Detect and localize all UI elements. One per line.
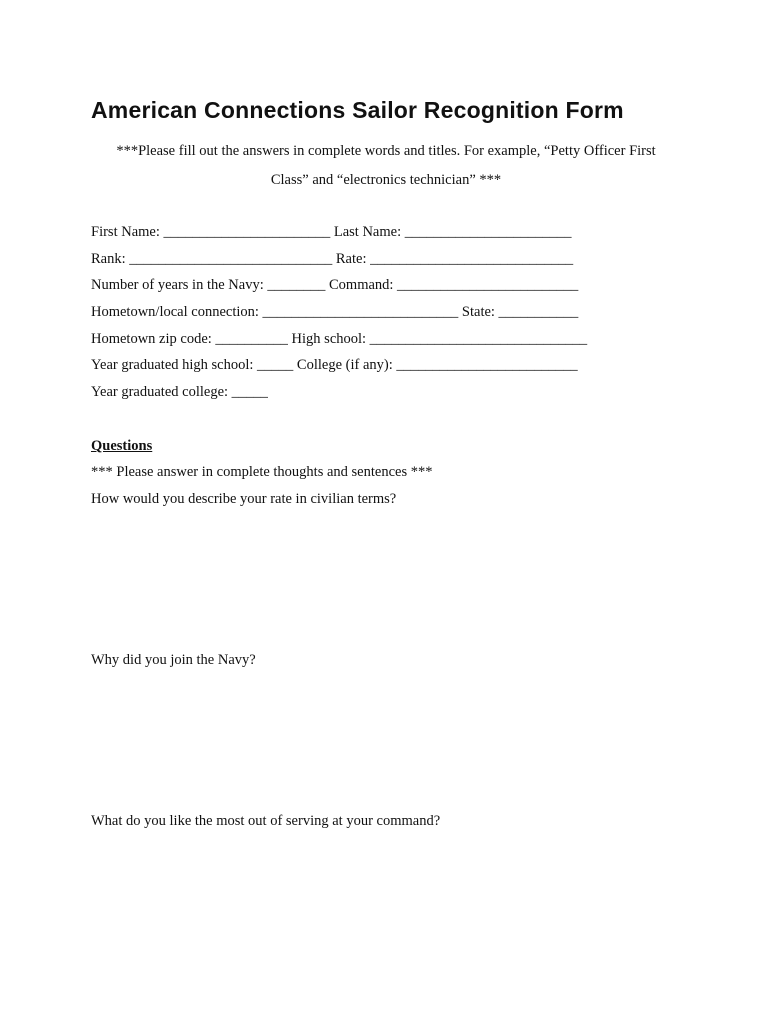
question-2: Why did you join the Navy?: [91, 652, 256, 668]
field-grad-college[interactable]: Year graduated high school: _____ College (if any): _________________________: [91, 357, 578, 373]
questions-instruction: *** Please answer in complete thoughts and sentences ***: [91, 464, 433, 480]
question-1: How would you describe your rate in civilian terms?: [91, 491, 397, 507]
field-years-command[interactable]: Number of years in the Navy: ________ Command: _________________________: [91, 277, 579, 293]
field-zip-highschool[interactable]: Hometown zip code: __________ High school: ______________________________: [91, 331, 588, 347]
instructions-line-2: Class” and “electronics technician” ***: [270, 172, 502, 188]
questions-heading: Questions: [91, 438, 153, 454]
field-hometown-state[interactable]: Hometown/local connection: ___________________________ State: ___________: [91, 304, 579, 320]
field-rank-rate[interactable]: Rank: ____________________________ Rate: ____________________________: [91, 251, 574, 267]
form-title: American Connections Sailor Recognition Form: [91, 97, 624, 123]
instructions-line-1: ***Please fill out the answers in complete words and titles. For example, “Petty Officer First: [116, 143, 656, 159]
field-name[interactable]: First Name: _______________________ Last Name: _______________________: [91, 224, 572, 240]
question-3: What do you like the most out of serving at your command?: [91, 813, 441, 829]
field-year-graduated-college[interactable]: Year graduated college: _____: [91, 384, 268, 400]
